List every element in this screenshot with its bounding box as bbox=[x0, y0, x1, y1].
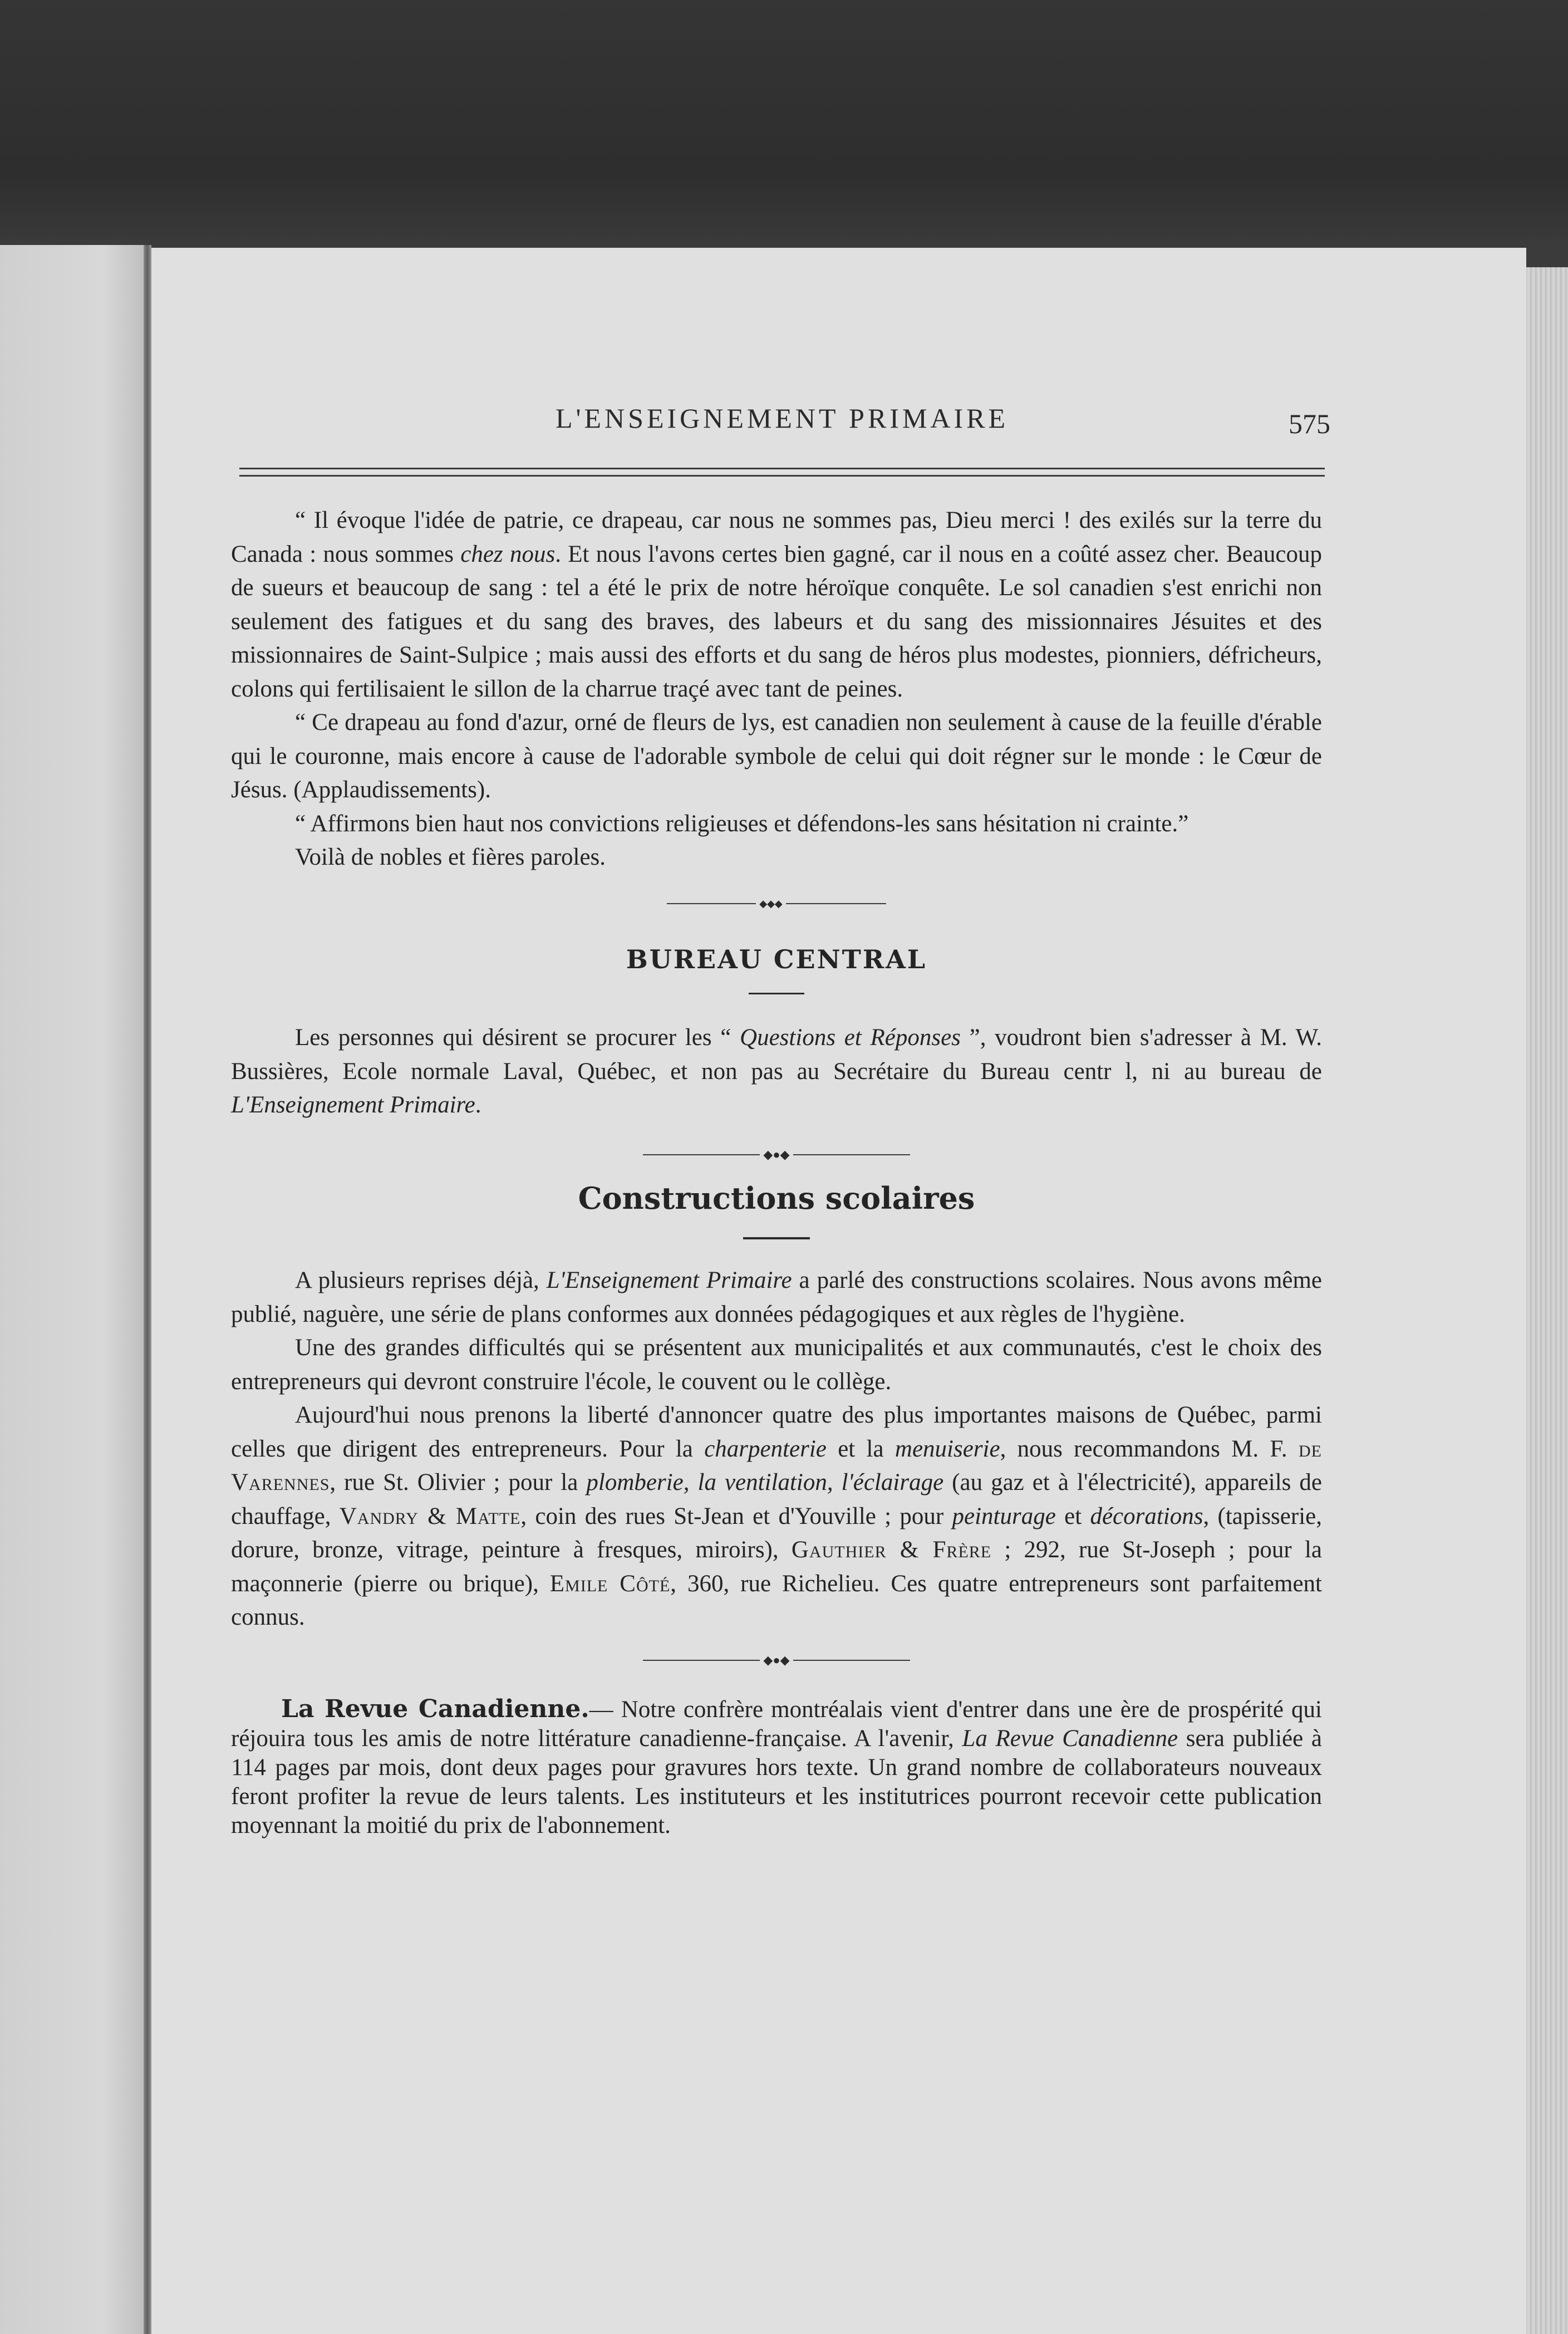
header-double-rule bbox=[239, 468, 1325, 477]
section-ornament-1 bbox=[231, 898, 1322, 909]
bureau-central-heading: BUREAU CENTRAL bbox=[626, 944, 927, 974]
quote-paragraph-2: “ Ce drapeau au fond d'azur, orné de fleurs de lys, est canadien non seulement à cause de la feuille d'érable qui le couronne, mais encore à cause de l'adorable symbole de celui qui doit régner sur le monde : le Cœur de Jésus. (Applaudissements). bbox=[231, 709, 1322, 803]
page-content bbox=[231, 504, 1322, 1840]
ornament-icon: ◆●◆ bbox=[763, 1147, 790, 1161]
revue-canadienne-notice: La Revue Canadienne.— Notre confrère montréalais vient d'entrer dans une ère de prospérité qui réjouira tous les amis de notre littérature canadienne-française. A l'avenir, La Revue Canadienne sera publiée à 114 pages par mois, dont deux pages pour gravures hors texte. Un grand nombre de collaborateurs nouveaux feront profiter la revue de leurs talents. Les instituteurs et les institutrices pourront recevoir cette publication moyennant la moitié du prix de l'abonnement. bbox=[231, 1694, 1322, 1838]
left-page-edge bbox=[0, 245, 148, 2334]
page-stack-edge bbox=[1526, 267, 1568, 2334]
bureau-paragraph: Les personnes qui désirent se procurer les “ Questions et Réponses ”, voudront bien s'adresser à M. W. Bussières, Ecole normale Laval, Québec, et non pas au Secrétaire du Bureau centr l, ni au bureau de L'Enseignement Primaire. bbox=[231, 1024, 1322, 1118]
ornament-icon: ◆◆◆ bbox=[759, 898, 783, 909]
quote-paragraph-3: “ Affirmons bien haut nos convictions religieuses et défendons-les sans hésitation ni crainte.” bbox=[295, 810, 1189, 837]
section-ornament-2 bbox=[231, 1149, 1322, 1160]
page-number: 575 bbox=[1289, 408, 1330, 439]
ornament-icon: ◆●◆ bbox=[763, 1653, 790, 1667]
constructions-paragraph-1: A plusieurs reprises déjà, L'Enseignement Primaire a parlé des constructions scolaires. Nous avons même publié, naguère, une série de plans conformes aux données pédagogiques et aux règles de l'hygiène. bbox=[231, 1267, 1323, 1327]
constructions-heading: Constructions scolaires bbox=[578, 1180, 975, 1216]
section-ornament-3 bbox=[231, 1655, 1322, 1666]
running-title: L'ENSEIGNEMENT PRIMAIRE bbox=[555, 403, 1009, 434]
background-dark-top bbox=[0, 0, 1568, 245]
quote-paragraph-4: Voilà de nobles et fières paroles. bbox=[295, 844, 606, 870]
constructions-paragraph-2: Une des grandes difficultés qui se présentent aux municipalités et aux communautés, c'est le choix des entrepreneurs qui devront construire l'école, le couvent ou le collège. bbox=[231, 1335, 1322, 1395]
book-gutter bbox=[144, 245, 151, 2334]
page-header bbox=[239, 402, 1330, 452]
quote-paragraph-1: “ Il évoque l'idée de patrie, ce drapeau, car nous ne sommes pas, Dieu merci ! des exilés sur la terre du Canada : nous sommes chez nous. Et nous l'avons certes bien gagné, car il nous en a coûté assez cher. Beaucoup de sueurs et beaucoup de sang : tel a été le prix de notre héroïque conquête. Le sol canadien s'est enrichi non seulement des fatigues et du sang des braves, des labeurs et du sang des missionnaires Jésuites et des missionnaires de Saint-Sulpice ; mais aussi des efforts et du sang de héros plus modestes, pionniers, défricheurs, colons qui fertilisaient le sillon de la charrue traçé avec tant de peines. bbox=[231, 507, 1322, 702]
constructions-paragraph-3: Aujourd'hui nous prenons la liberté d'annoncer quatre des plus importantes maisons de Québec, parmi celles que dirigent des entrepreneurs. Pour la charpenterie et la menuiserie, nous recommandons M. F. de Varennes, rue St. Olivier ; pour la plomberie, la ventilation, l'éclairage (au gaz et à l'électricité), appareils de chauffage, Vandry & Matte, coin des rues St-Jean et d'Youville ; pour peinturage et décorations, (tapisserie, dorure, bronze, vitrage, peinture à fresques, miroirs), Gauthier & Frère ; 292, rue St-Joseph ; pour la maçonnerie (pierre ou brique), Emile Côté, 360, rue Richelieu. Ces quatre entrepreneurs sont parfaitement connus. bbox=[231, 1402, 1322, 1630]
